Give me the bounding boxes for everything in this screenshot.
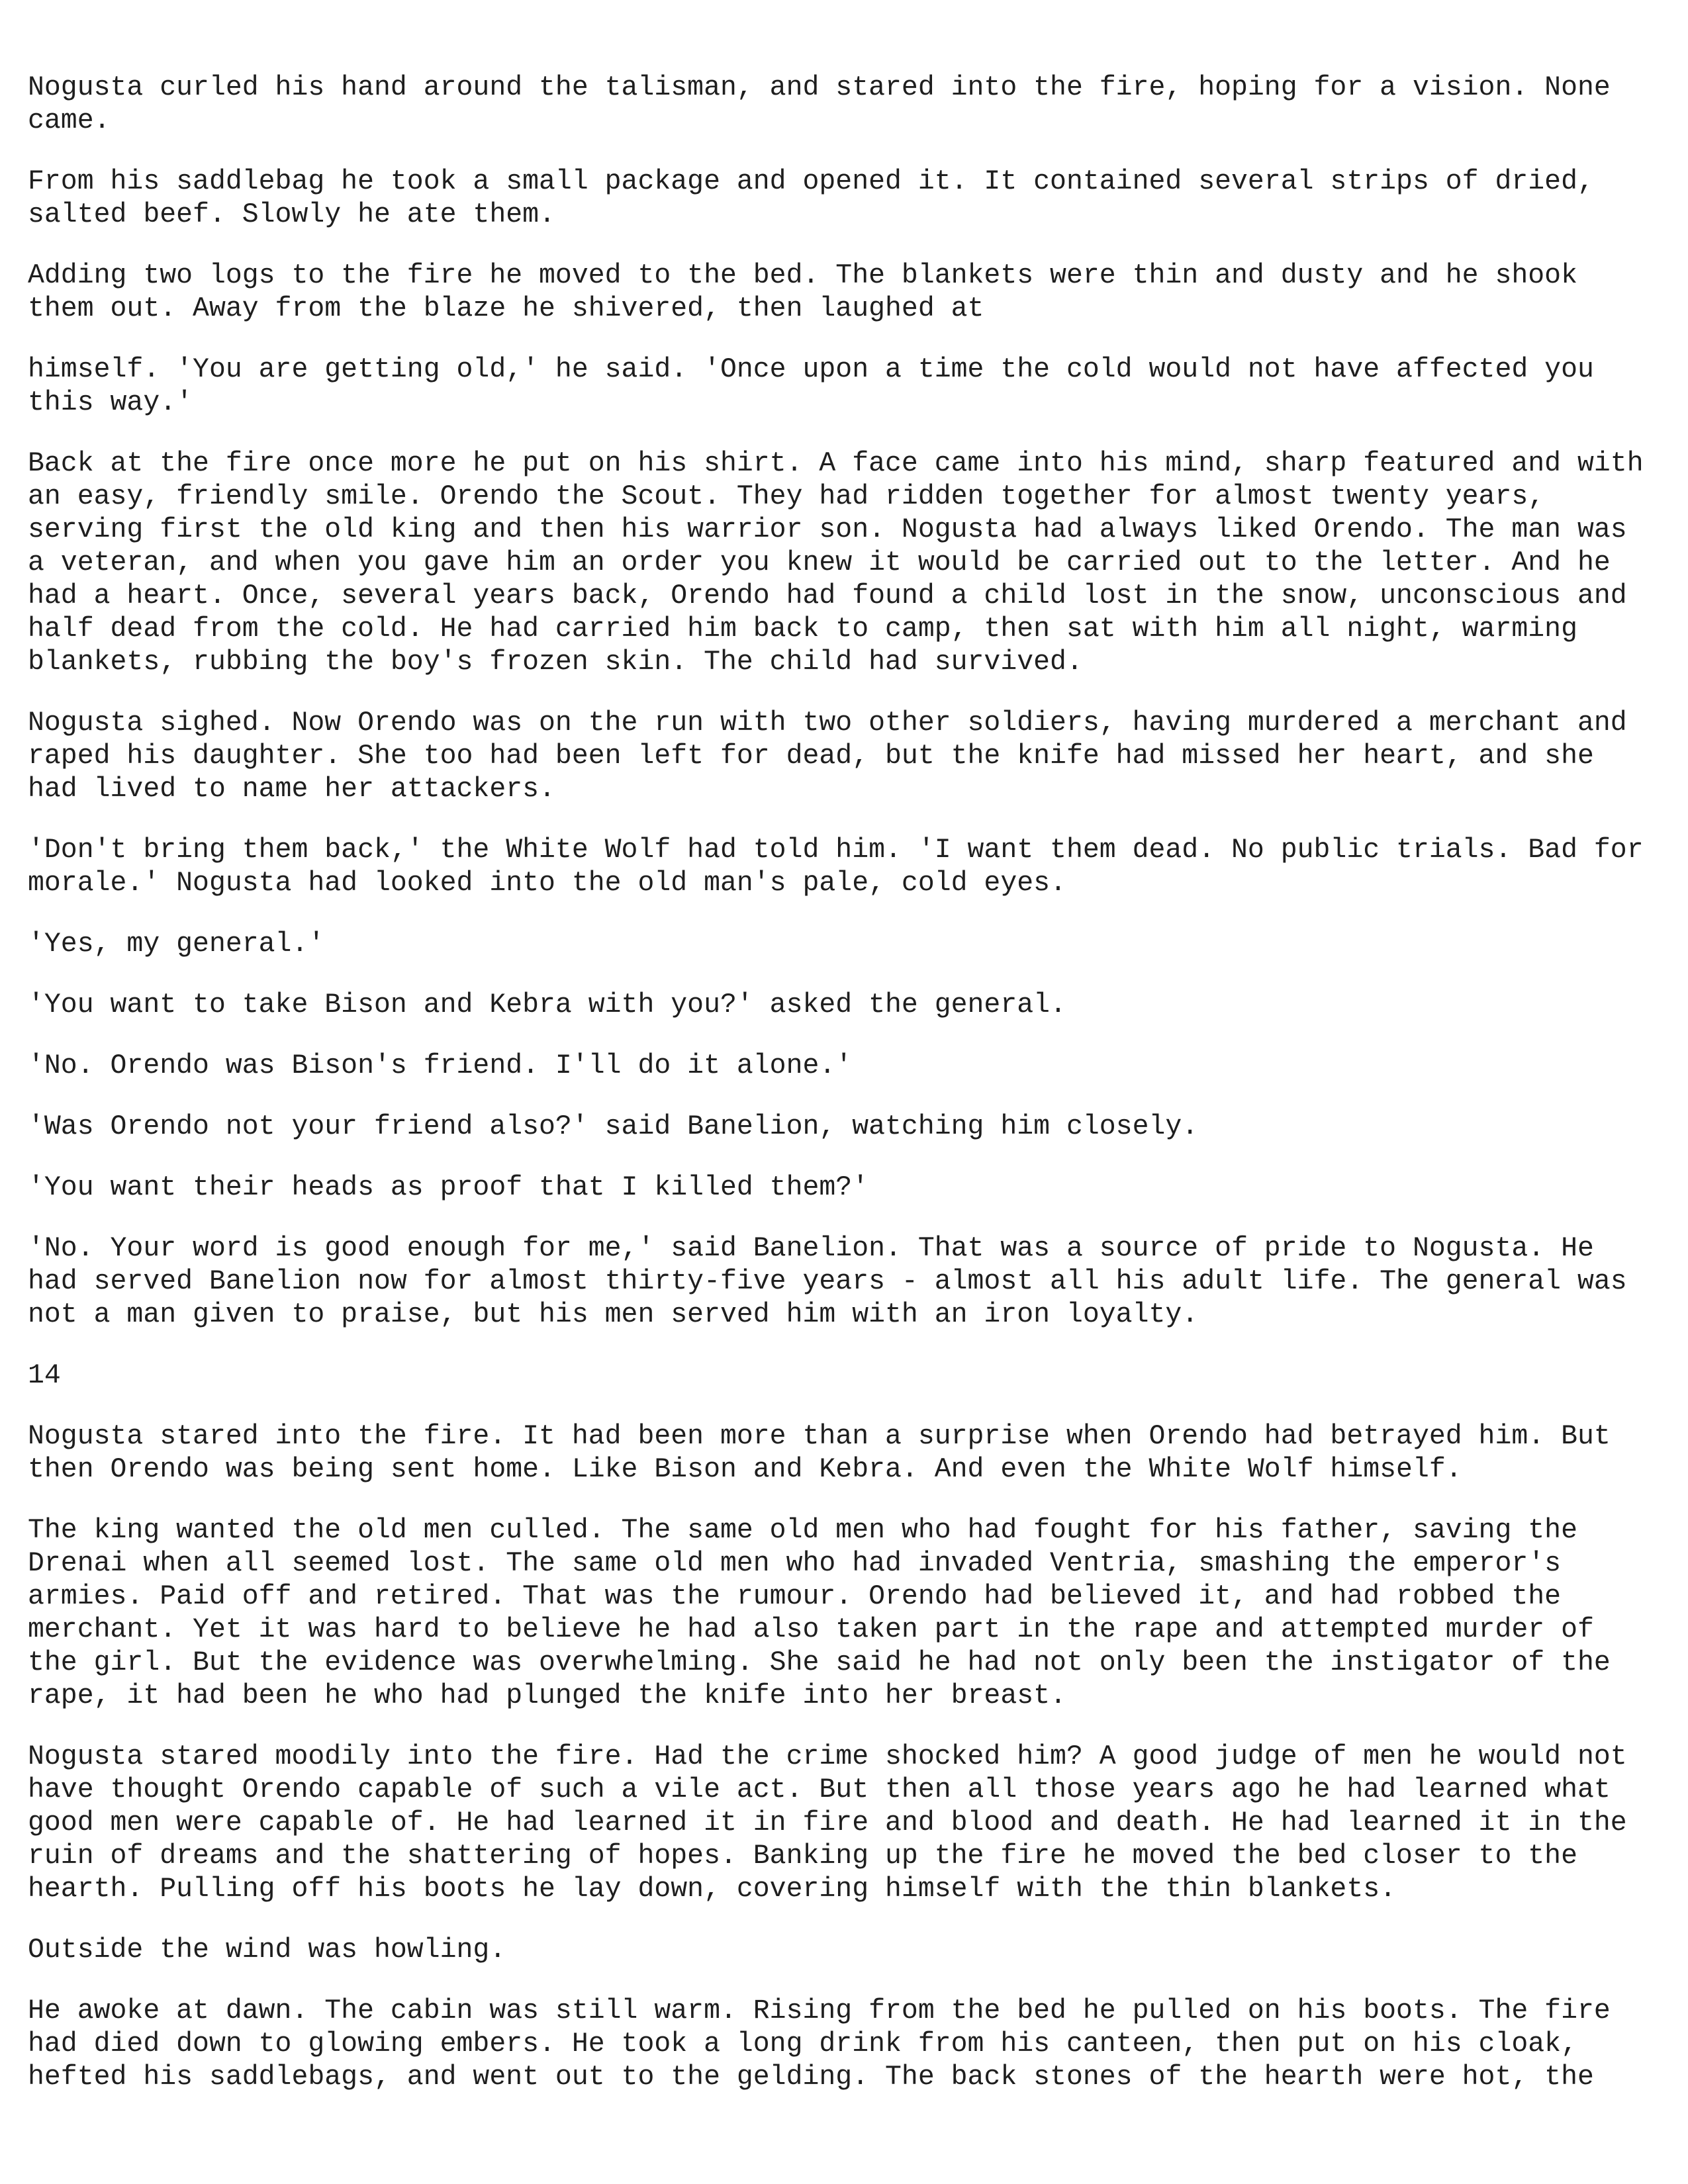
paragraph: 'You want their heads as proof that I killed them?' bbox=[28, 1172, 869, 1203]
paragraph: 'No. Your word is good enough for me,' said Banelion. That was a source of pride to Nogusta. He had served Banelion now for almost thirty-five years - almost all his adult life. The general was not a man given to praise, but his men served him with an iron loyalty. bbox=[28, 1233, 1627, 1330]
paragraph: Nogusta sighed. Now Orendo was on the run with two other soldiers, having murdered a merchant and raped his daughter. She too had been left for dead, but the knife had missed her heart, and she had lived to name her attackers. bbox=[28, 707, 1627, 805]
paragraph: Adding two logs to the fire he moved to the bed. The blankets were thin and dusty and he shook them out. Away from the blaze he shivered, then laughed at bbox=[28, 260, 1577, 324]
paragraph: Nogusta stared moodily into the fire. Had the crime shocked him? A good judge of men he would not have thought Orendo capable of such a vile act. But then all those years ago he had learned what good men were capable of. He had learned it in fire and blood and death. He had learned it in the ruin of dreams and the shattering of hopes. Banking up the fire he moved the bed closer to the hearth. Pulling off his boots he lay down, covering himself with the thin blankets. bbox=[28, 1741, 1627, 1905]
paragraph: 'Was Orendo not your friend also?' said Banelion, watching him closely. bbox=[28, 1111, 1199, 1142]
paragraph: Outside the wind was howling. bbox=[28, 1934, 506, 1966]
paragraph: 'No. Orendo was Bison's friend. I'll do it alone.' bbox=[28, 1050, 853, 1081]
paragraph: The king wanted the old men culled. The same old men who had fought for his father, saving the Drenai when all seemed lost. The same old men who had invaded Ventria, smashing the emperor's armies. Paid off and retired. That was the rumour. Orendo had believed it, and had robbed the merchant. Yet it was hard to believe he had also taken part in the rape and attempted murder of the girl. But the evidence was overwhelming. She said he had not only been the instigator of the rape, it had been he who had plunged the knife into her breast. bbox=[28, 1515, 1611, 1711]
paragraph: 'Don't bring them back,' the White Wolf had told him. 'I want them dead. No public trials. Bad for morale.' Nogusta had looked into the old man's pale, cold eyes. bbox=[28, 835, 1644, 899]
paragraph: Nogusta stared into the fire. It had been more than a surprise when Orendo had betrayed him. But then Orendo was being sent home. Like Bison and Kebra. And even the White Wolf himself. bbox=[28, 1421, 1611, 1485]
paragraph: Back at the fire once more he put on his shirt. A face came into his mind, sharp featured and with an easy, friendly smile. Orendo the Scout. They had ridden together for almost twenty years, serving first the old king and then his warrior son. Nogusta had always liked Orendo. The man was a veteran, and when you gave him an order you knew it would be carried out to the letter. And he had a heart. Once, several years back, Orendo had found a child lost in the snow, unconscious and half dead from the cold. He had carried him back to camp, then sat with him all night, warming blankets, rubbing the boy's frozen skin. The child had survived. bbox=[28, 448, 1644, 678]
page-number: 14 bbox=[28, 1360, 61, 1391]
paragraph: Nogusta curled his hand around the talisman, and stared into the fire, hoping for a vision. None came. bbox=[28, 72, 1611, 136]
paragraph: 'Yes, my general.' bbox=[28, 929, 325, 960]
paragraph: He awoke at dawn. The cabin was still warm. Rising from the bed he pulled on his boots. The fire had died down to glowing embers. He took a long drink from his canteen, then put on his cloak, hefted his saddlebags, and went out to the gelding. The back stones of the hearth were hot, the bbox=[28, 1995, 1611, 2093]
document-page bbox=[28, 71, 1669, 2122]
paragraph: 'You want to take Bison and Kebra with you?' asked the general. bbox=[28, 989, 1066, 1021]
paragraph: himself. 'You are getting old,' he said. 'Once upon a time the cold would not have affected you this way.' bbox=[28, 354, 1594, 418]
paragraph: From his saddlebag he took a small package and opened it. It contained several strips of dried, salted beef. Slowly he ate them. bbox=[28, 166, 1594, 230]
